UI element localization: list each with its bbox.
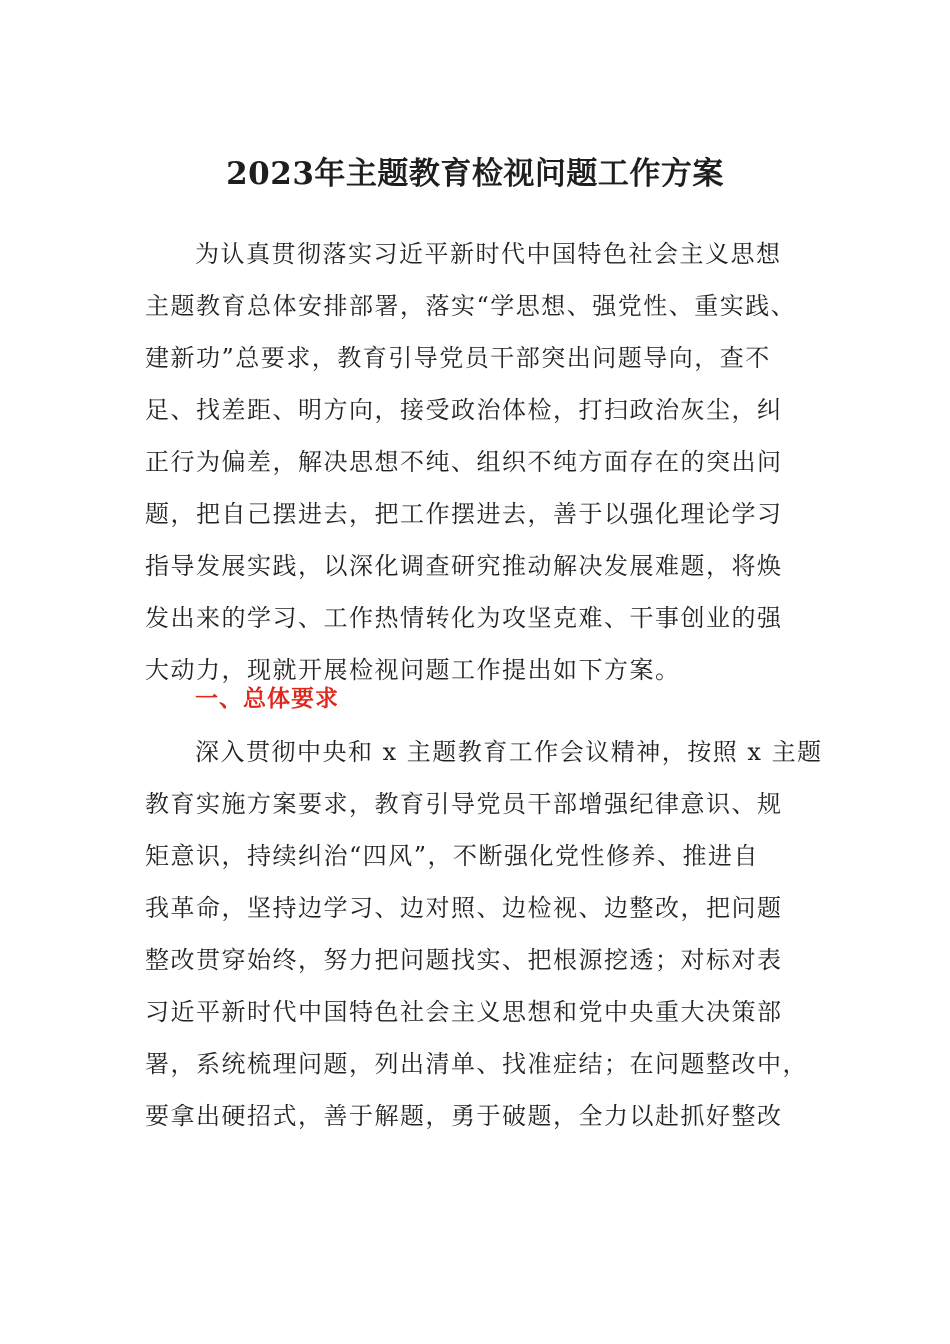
paragraph-line: 为认真贯彻落实习近平新时代中国特色社会主义思想: [195, 240, 782, 268]
paragraph-line: 教育实施方案要求，教育引导党员干部增强纪律意识、规: [145, 790, 783, 818]
paragraph-line: 题，把自己摆进去，把工作摆进去，善于以强化理论学习: [145, 500, 783, 528]
paragraph-line: 正行为偏差，解决思想不纯、组织不纯方面存在的突出问: [145, 448, 783, 476]
paragraph-line: 指导发展实践，以深化调查研究推动解决发展难题，将焕: [145, 552, 783, 580]
paragraph-line: 大动力，现就开展检视问题工作提出如下方案。: [145, 656, 681, 684]
paragraph-line: 习近平新时代中国特色社会主义思想和党中央重大决策部: [145, 998, 783, 1026]
paragraph-line: 要拿出硬招式，善于解题，勇于破题，全力以赴抓好整改: [145, 1102, 783, 1130]
paragraph-intro: [145, 228, 807, 696]
paragraph-line: 整改贯穿始终，努力把问题找实、把根源挖透；对标对表: [145, 946, 783, 974]
paragraph-line: 足、找差距、明方向，接受政治体检，打扫政治灰尘，纠: [145, 396, 783, 424]
section-heading-block: [145, 674, 807, 724]
paragraph-line: 我革命，坚持边学习、边对照、边检视、边整改，把问题: [145, 894, 783, 922]
paragraph-line: 深入贯彻中央和 x 主题教育工作会议精神，按照 x 主题: [195, 738, 823, 766]
paragraph-line: 主题教育总体安排部署，落实“学思想、强党性、重实践、: [145, 292, 797, 320]
paragraph-line: 矩意识，持续纠治“四风”，不断强化党性修养、推进自: [145, 842, 760, 870]
section-heading-general-requirements: 一、总体要求: [195, 686, 339, 712]
paragraph-line: 署，系统梳理问题，列出清单、找准症结；在问题整改中，: [145, 1050, 808, 1078]
paragraph-line: 发出来的学习、工作热情转化为攻坚克难、干事创业的强: [145, 604, 783, 632]
paragraph-general-requirements: [145, 726, 823, 1142]
paragraph-line: 建新功”总要求，教育引导党员干部突出问题导向，查不: [145, 344, 771, 372]
document-title: 2023年主题教育检视问题工作方案: [226, 156, 724, 192]
